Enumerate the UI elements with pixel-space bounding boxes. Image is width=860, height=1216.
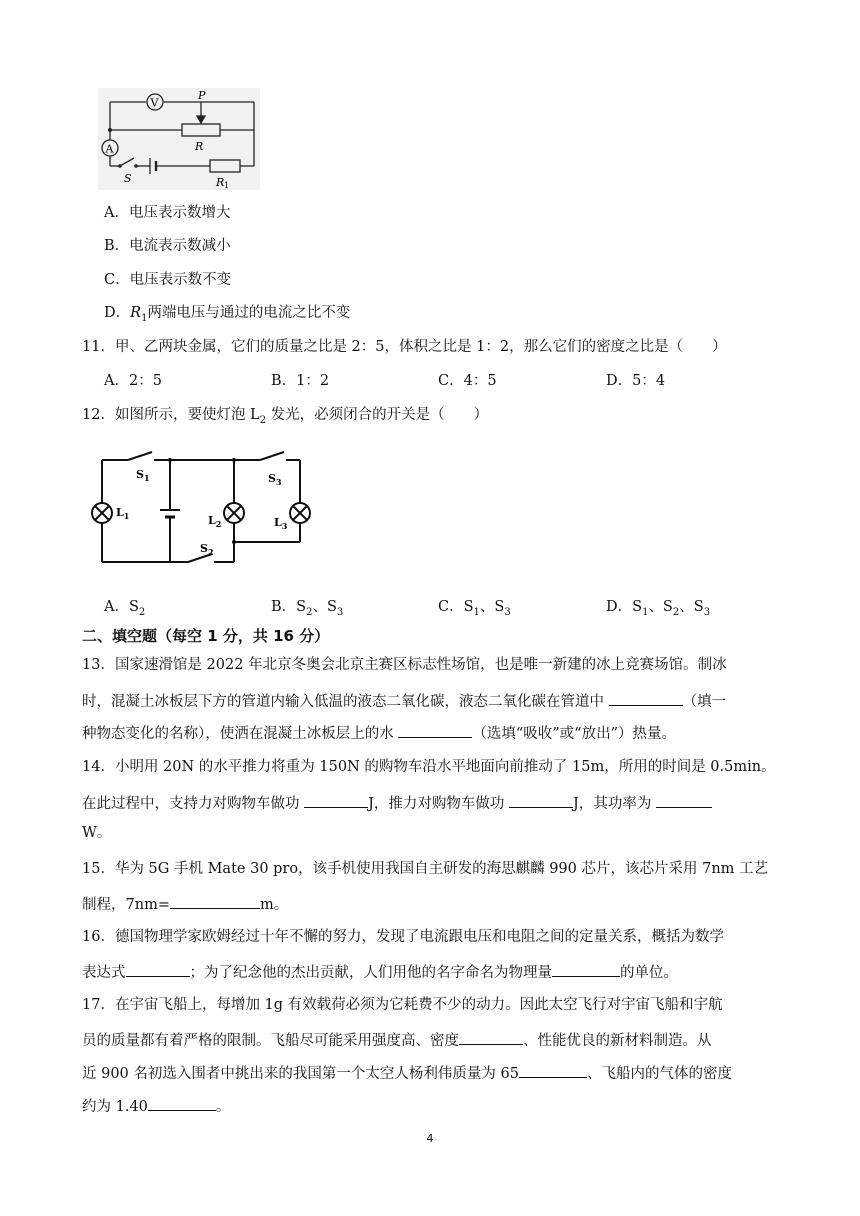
l3-label: $L_3$	[274, 516, 288, 531]
s2-label: $S_2$	[200, 542, 214, 557]
q10-option-a: A．电压表示数增大	[104, 205, 231, 221]
q17-blank-1[interactable]	[459, 1028, 523, 1045]
resistor-label: R	[216, 176, 225, 189]
q13-line-2: 时，混凝土冰板层下方的管道内输入低温的液态二氧化碳，液态二氧化碳在管道中 （填一	[82, 689, 726, 712]
q16-blank-1[interactable]	[126, 960, 190, 977]
q10-option-d: D．$R_1$两端电压与通过的电流之比不变	[104, 305, 351, 324]
q14-blank-1[interactable]	[304, 791, 368, 808]
q13-blank-2[interactable]	[398, 721, 472, 738]
q17-line-3: 近 900 名初选入围者中挑出来的我国第一个太空人杨利伟质量为 65 、飞船内的气体的密度	[82, 1061, 732, 1084]
q10-option-c: C．电压表示数不变	[104, 272, 232, 288]
rheostat-label: R	[195, 140, 204, 153]
circuit-diagram-q12	[88, 448, 320, 574]
circuit-diagram-q10	[98, 88, 260, 190]
page-number: 4	[426, 1132, 434, 1145]
q11-stem: 11．甲、乙两块金属，它们的质量之比是 2：5，体积之比是 1：2，那么它们的密度之比是（ ）	[82, 339, 727, 355]
slider-label: P	[198, 89, 206, 102]
s1-label: $S_1$	[136, 468, 150, 483]
q15-line-1: 15．华为 5G 手机 Mate 30 pro，该手机使用我国自主研发的海思麒麟 990 芯片，该芯片采用 7nm 工艺	[82, 861, 769, 877]
q17-blank-3[interactable]	[148, 1094, 216, 1111]
q12-option-d: D．$S_1$、$S_2$、$S_3$	[606, 599, 711, 618]
l2-label: $L_2$	[208, 514, 222, 529]
q17-line-1: 17．在宇宙飞船上，每增加 1g 有效载荷必须为它耗费不少的动力。因此太空飞行对宇宙飞船和宇航	[82, 997, 723, 1013]
q14-blank-3[interactable]	[656, 791, 712, 808]
q15-line-2: 制程，7nm= m。	[82, 892, 288, 915]
q11-option-c: C．4：5	[438, 373, 497, 389]
q13-blank-1[interactable]	[609, 689, 683, 706]
q16-line-2: 表达式 ；为了纪念他的杰出贡献，人们用他的名字命名为物理量 的单位。	[82, 960, 678, 983]
resistor-sub: 1	[224, 181, 230, 190]
q14-blank-2[interactable]	[509, 791, 573, 808]
q11-option-d: D．5：4	[606, 373, 666, 389]
q13-line-1: 13．国家速滑馆是 2022 年北京冬奥会北京主赛区标志性场馆，也是唯一新建的冰上竞赛场馆。制冰	[82, 657, 727, 673]
q12-option-c: C．$S_1$、$S_3$	[438, 599, 511, 618]
ammeter-label: A	[105, 142, 114, 156]
q12-stem: 12．如图所示，要使灯泡 $L_2$ 发光，必须闭合的开关是（ ）	[82, 407, 489, 426]
q14-line-2: 在此过程中，支持力对购物车做功 J，推力对购物车做功 J，其功率为	[82, 791, 712, 814]
q12-option-a: A．$S_2$	[104, 599, 146, 618]
q12-option-b: B．$S_2$、$S_3$	[271, 599, 344, 618]
switch-label: S	[124, 172, 132, 185]
q11-option-b: B．1：2	[271, 373, 330, 389]
q10-option-b: B．电流表示数减小	[104, 238, 231, 254]
voltmeter-label: V	[150, 96, 159, 110]
q16-line-1: 16．德国物理学家欧姆经过十年不懈的努力，发现了电流跟电压和电阻之间的定量关系，概括为数学	[82, 929, 724, 945]
section-heading: 二、填空题（每空 1 分，共 16 分）	[82, 627, 330, 645]
q14-line-3: W。	[82, 825, 112, 841]
q16-blank-2[interactable]	[552, 960, 620, 977]
q13-line-3: 种物态变化的名称），使洒在混凝土冰板层上的水 （选填“吸收”或“放出”）热量。	[82, 721, 676, 744]
q11-option-a: A．2：5	[104, 373, 162, 389]
q17-line-2: 员的质量都有着严格的限制。飞船尽可能采用强度高、密度 、性能优良的新材料制造。从	[82, 1028, 712, 1051]
q15-blank-1[interactable]	[170, 892, 260, 909]
q17-line-4: 约为 1.40 。	[82, 1094, 230, 1117]
s3-label: $S_3$	[268, 472, 282, 487]
q17-blank-2[interactable]	[519, 1061, 587, 1078]
q14-line-1: 14．小明用 20N 的水平推力将重为 150N 的购物车沿水平地面向前推动了 15m，所用的时间是 0.5min。	[82, 759, 776, 775]
l1-label: $L_1$	[116, 506, 130, 521]
